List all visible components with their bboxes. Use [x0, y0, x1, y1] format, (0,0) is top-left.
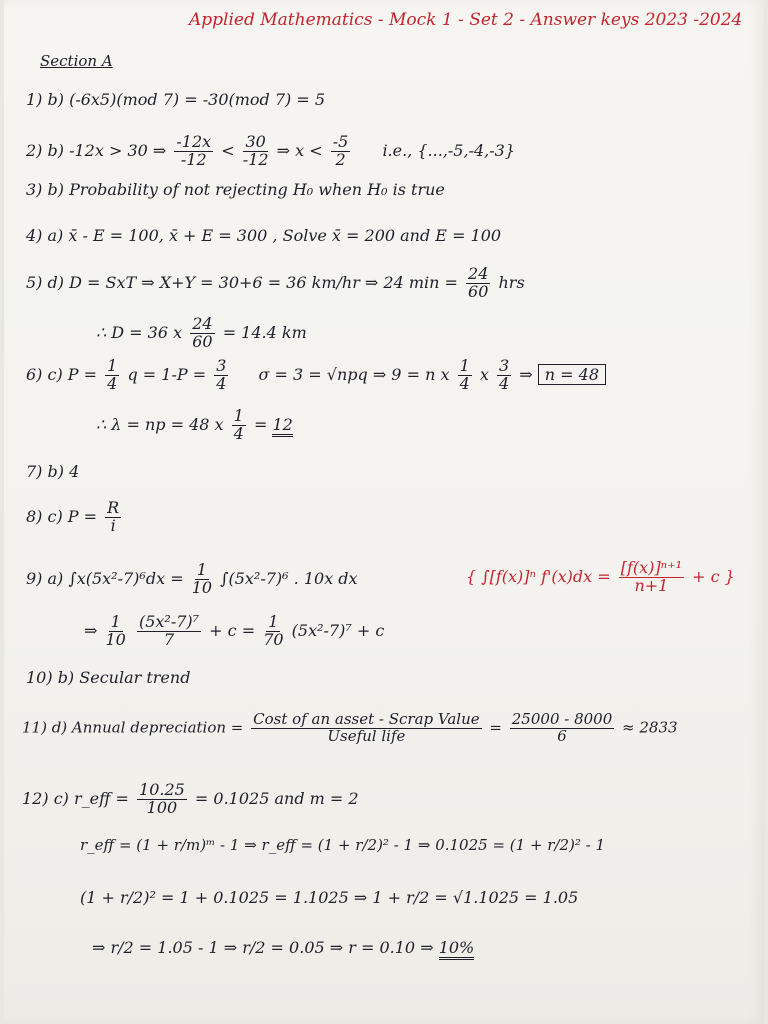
page-title: Applied Mathematics - Mock 1 - Set 2 - Answer keys 2023 -2024 — [189, 10, 743, 30]
answer-12: 12) c) r_eff = $\frac{10.25}{100}$ = 0.1025 and m = 2 — [22, 780, 359, 817]
answer-2: 2) b) -12x > 30 ⇒ $\frac{-12x}{-12}$ < $\frac{30}{-12}$ ⇒ x < $\frac{-5}{2}$ i.e., {...,-5,-4,-3} — [26, 132, 515, 169]
answer-6-lambda: ∴ λ = np = 48 x $\frac{1}{4}$ = 12 — [96, 406, 293, 443]
answer-3: 3) b) Probability of not rejecting H₀ when H₀ is true — [26, 180, 445, 199]
answer-9-rule: { ∫[f(x)]ⁿ f'(x)dx = $\frac{\text{[f(x)]ⁿ⁺¹}}{n+1}$ + c } — [466, 558, 735, 595]
answer-9-result: ⇒ $\frac{1}{10}$ $\frac{\text{(5x²-7)⁷}}{7}$ + c = $\frac{1}{70}$ (5x²-7)⁷ + c — [84, 612, 385, 649]
answer-10: 10) b) Secular trend — [26, 668, 191, 687]
answer-sheet — [4, 0, 764, 1024]
answer-8: 8) c) P = $\frac{R}{i}$ — [26, 498, 120, 535]
answer-12-result: ⇒ r/2 = 1.05 - 1 ⇒ r/2 = 0.05 ⇒ r = 0.10 ⇒ 10% — [92, 938, 474, 957]
answer-7: 7) b) 4 — [26, 462, 80, 481]
answer-11: 11) d) Annual depreciation = $\frac{\text{Cost of an asset - Scrap Value}}{\text{Useful life}}$ = $\frac{25000 - 8000}{6}$ ≈ 2833 — [22, 710, 678, 745]
answer-6-boxed-result: n = 48 — [538, 364, 606, 385]
answer-12-solve: (1 + r/2)² = 1 + 0.1025 = 1.1025 ⇒ 1 + r/2 = √1.1025 = 1.05 — [80, 888, 579, 907]
answer-1: 1) b) (-6x5)(mod 7) = -30(mod 7) = 5 — [26, 90, 326, 109]
answer-12-formula: r_eff = (1 + r/m)ᵐ - 1 ⇒ r_eff = (1 + r/2)² - 1 ⇒ 0.1025 = (1 + r/2)² - 1 — [80, 836, 606, 854]
answer-5: 5) d) D = SxT ⇒ X+Y = 30+6 = 36 km/hr ⇒ 24 min = $\frac{24}{60}$ hrs — [26, 264, 525, 301]
answer-9: 9) a) ∫x(5x²-7)⁶dx = $\frac{1}{10}$ ∫(5x²-7)⁶ . 10x dx — [26, 560, 358, 597]
answer-4: 4) a) x̄ - E = 100, x̄ + E = 300 , Solve x̄ = 200 and E = 100 — [26, 226, 502, 245]
answer-5-distance: ∴ D = 36 x $\frac{24}{60}$ = 14.4 km — [96, 314, 307, 351]
section-heading: Section A — [40, 52, 113, 70]
answer-6: 6) c) P = $\frac{1}{4}$ q = 1-P = $\frac{3}{4}$ σ = 3 = √npq ⇒ 9 = n x $\frac{1}{4}$ x $\frac{3}{4}$ ⇒ n = 48 — [26, 358, 606, 393]
